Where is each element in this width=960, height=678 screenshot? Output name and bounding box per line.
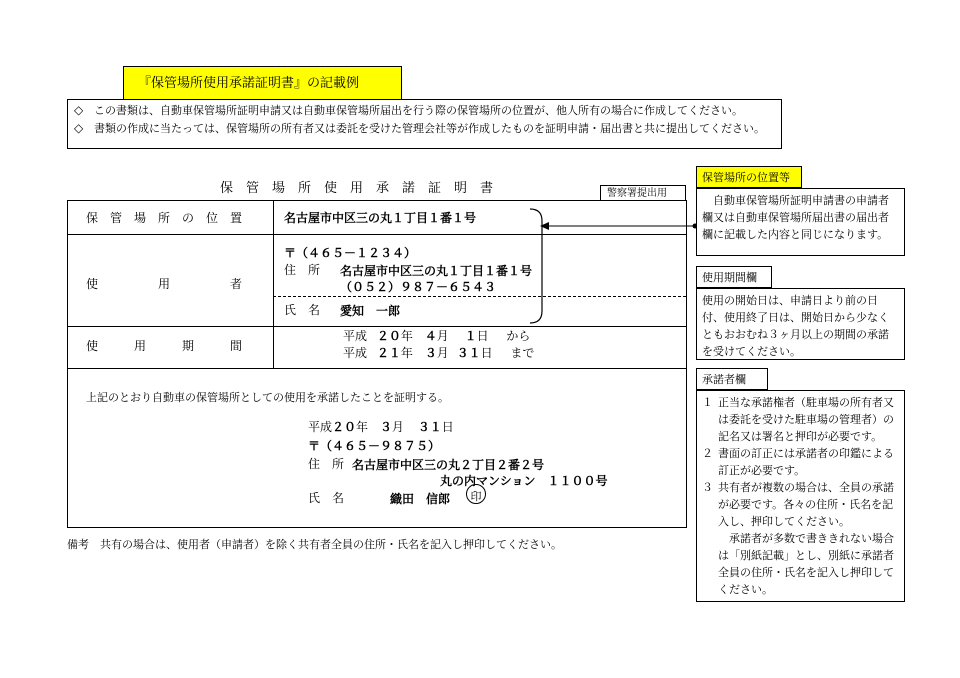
example-title-box xyxy=(123,66,402,100)
column-divider xyxy=(273,201,274,368)
owner-building: 丸の内マンション １１００号 xyxy=(440,474,608,488)
example-title: 『保管場所使用承諾証明書』の記載例 xyxy=(138,76,360,91)
cert-date: 平成２０年 ３月 ３１日 xyxy=(308,420,454,434)
user-label: 使 用 者 xyxy=(86,277,243,291)
user-phone: （０５２）９８７－６５４３ xyxy=(340,280,497,294)
location-value: 名古屋市中区三の丸１丁目１番１号 xyxy=(284,211,477,225)
note-mark: ◇ xyxy=(74,103,84,117)
certify-text: 上記のとおり自動車の保管場所としての使用を承諾したことを証明する。 xyxy=(86,391,449,404)
owner-name-label: 氏 名 xyxy=(308,491,345,505)
arrow-icon xyxy=(540,218,700,234)
period-from: 平成 ２０年 ４月 １日 から xyxy=(343,329,531,343)
side-period-title: 使用期間欄 xyxy=(696,266,772,288)
note-text: 書類の作成に当たっては、保管場所の所有者又は委託を受けた管理会社等が作成したものを証明申請・届出書と共に提出してください。 xyxy=(94,122,765,135)
row-divider xyxy=(68,234,686,235)
form-table xyxy=(67,200,687,528)
seal-icon: 印 xyxy=(466,484,486,504)
row-divider xyxy=(273,296,686,298)
form-title: 保 管 場 所 使 用 承 諾 証 明 書 xyxy=(220,181,494,196)
consent-item: ３ 共有者が複数の場合は、全員の承諾が必要です。各々の住所・氏名を記入し、押印してください。 xyxy=(702,481,894,528)
location-label: 保 管 場 所 の 位 置 xyxy=(86,211,243,225)
user-address-label: 住 所 xyxy=(284,263,321,277)
remark-text: 備考 共有の場合は、使用者（申請者）を除く共有者全員の住所・氏名を記入し押印してください。 xyxy=(67,538,562,551)
user-address: 名古屋市中区三の丸１丁目１番１号 xyxy=(340,264,533,278)
owner-address: 名古屋市中区三の丸２丁目２番２号 xyxy=(352,458,545,472)
side-period-box: 使用の開始日は、申請日より前の日付、使用終了日は、開始日から少なくともおおむね３ヶ月以上の期間の承諾を受けてください。 xyxy=(696,288,905,360)
user-name-label: 氏 名 xyxy=(284,303,321,317)
side-consent-box xyxy=(696,390,905,602)
side-location-box: 自動車保管場所証明申請書の申請者欄又は自動車保管場所届出書の届出者欄に記載した内容と同じになります。 xyxy=(696,188,905,256)
period-label: 使 用 期 間 xyxy=(86,339,243,353)
row-divider xyxy=(68,368,686,369)
owner-address-label: 住 所 xyxy=(308,457,345,471)
user-postal: 〒（４６５－１２３４） xyxy=(284,246,417,260)
notes-box xyxy=(67,99,782,149)
consent-extra: 承諾者が多数で書ききれない場合は「別紙記載」とし、別紙に承諾者全員の住所・氏名を記入し押印してください。 xyxy=(718,532,894,596)
consent-item: １ 正当な承諾権者（駐車場の所有者又は委託を受けた駐車場の管理者）の記名又は署名と押印が必要です。 xyxy=(702,396,894,443)
owner-postal: 〒（４６５－９８７５） xyxy=(308,439,441,453)
consent-item: ２ 書面の訂正には承諾者の印鑑による訂正が必要です。 xyxy=(702,447,894,477)
period-to: 平成 ２１年 ３月 ３１日 まで xyxy=(343,346,535,360)
user-name: 愛知 一郎 xyxy=(340,304,401,318)
side-consent-title: 承諾者欄 xyxy=(696,368,768,390)
owner-name: 織田 信郎 xyxy=(390,492,451,506)
note-text: この書類は、自動車保管場所証明申請又は自動車保管場所届出を行う際の保管場所の位置が、他人所有の場合に作成してください。 xyxy=(94,104,743,117)
row-divider xyxy=(68,326,686,327)
note-mark: ◇ xyxy=(74,121,84,135)
police-copy-label: 警察署提出用 xyxy=(600,185,686,201)
side-location-title: 保管場所の位置等 xyxy=(696,166,802,188)
